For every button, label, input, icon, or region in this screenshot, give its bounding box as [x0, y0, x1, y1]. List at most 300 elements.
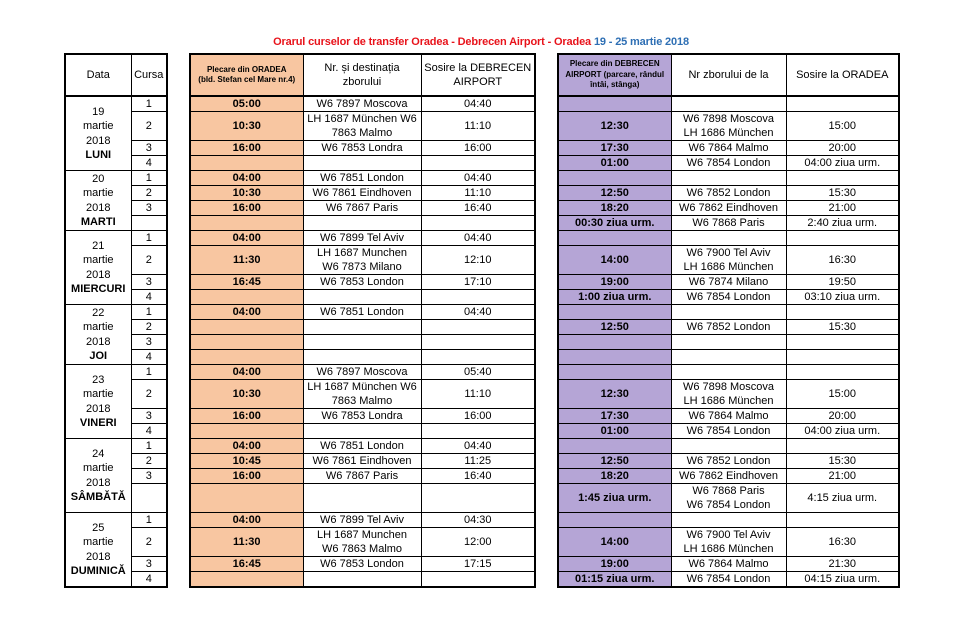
trip-number-cell: 2: [131, 454, 167, 469]
flight-destination-cell: [303, 305, 421, 320]
weekday: VINERI: [79, 416, 117, 429]
departure-debrecen-cell: [558, 439, 671, 454]
flight-line: LH 1686 München: [683, 261, 774, 273]
departure-oradea-cell: 04:00: [190, 305, 303, 320]
trip-number-cell: 3: [131, 409, 167, 424]
arrival-oradea-cell: 03:10 ziua urm.: [786, 290, 899, 305]
arrival-oradea-cell: 21:00: [786, 201, 899, 216]
flight-line: W6 7853 Londra: [321, 410, 403, 422]
departure-debrecen-cell: 01:00: [558, 424, 671, 439]
month-name: martie: [82, 462, 114, 475]
schedule-row: [65, 320, 899, 335]
flight-origin-cell: [671, 112, 786, 141]
flight-line: LH 1687 München W6: [307, 113, 417, 125]
arrival-debrecen-cell: 16:40: [421, 469, 535, 484]
day-number: 24: [92, 447, 105, 460]
flight-line: W6 7868 Paris: [692, 217, 765, 229]
departure-oradea-cell: 04:00: [190, 365, 303, 380]
arrival-oradea-cell: 15:30: [786, 186, 899, 201]
flight-line: W6 7852 London: [686, 187, 771, 199]
trip-number-cell: 2: [131, 112, 167, 141]
flight-destination-cell: [303, 96, 421, 112]
flight-line: W6 7863 Malmo: [321, 543, 403, 555]
flight-origin-cell: [671, 469, 786, 484]
departure-debrecen-cell: [558, 350, 671, 365]
flight-line: W6 7854 London: [686, 157, 771, 169]
flight-line: W6 7897 Moscova: [316, 98, 408, 110]
flight-origin-cell: [671, 290, 786, 305]
flight-origin-cell: [671, 572, 786, 588]
table-gap: [535, 54, 558, 587]
schedule-row: [65, 572, 899, 588]
schedule-row: [65, 246, 899, 275]
flight-line: W6 7864 Malmo: [688, 410, 769, 422]
arrival-oradea-cell: 04:15 ziua urm.: [786, 572, 899, 588]
arrival-debrecen-cell: [421, 424, 535, 439]
flight-origin-cell: [671, 186, 786, 201]
arrival-debrecen-cell: 17:15: [421, 557, 535, 572]
departure-debrecen-cell: [558, 171, 671, 186]
weekday: SÂMBĂTĂ: [70, 490, 126, 503]
day-number: 25: [92, 521, 105, 534]
arrival-oradea-cell: [786, 365, 899, 380]
departure-oradea-cell: [190, 484, 303, 513]
flight-origin-cell: [671, 380, 786, 409]
arrival-debrecen-cell: [421, 335, 535, 350]
schedule-row: [65, 275, 899, 290]
flight-origin-cell: [671, 171, 786, 186]
flight-line: W6 7864 Malmo: [688, 558, 769, 570]
flight-line: W6 7867 Paris: [325, 202, 399, 214]
schedule-row: [65, 305, 899, 320]
arrival-debrecen-cell: 12:10: [421, 246, 535, 275]
month-name: martie: [82, 388, 114, 401]
flight-line: W6 7864 Malmo: [688, 142, 769, 154]
arrival-oradea-cell: 16:30: [786, 246, 899, 275]
departure-debrecen-cell: 18:20: [558, 201, 671, 216]
flight-line: 7863 Malmo: [331, 395, 393, 407]
schedule-row: [65, 380, 899, 409]
flight-line: LH 1687 München W6: [307, 381, 417, 393]
flight-line: W6 7853 London: [320, 276, 404, 288]
schedule-row: [65, 231, 899, 246]
departure-debrecen-cell: 1:00 ziua urm.: [558, 290, 671, 305]
trip-number-cell: 2: [131, 246, 167, 275]
arrival-debrecen-cell: [421, 350, 535, 365]
departure-oradea-cell: [190, 424, 303, 439]
schedule-row: [65, 528, 899, 557]
arrival-oradea-cell: 15:00: [786, 112, 899, 141]
trip-number-cell: 1: [131, 305, 167, 320]
header-line: AIRPORT (parcare, rândul: [565, 69, 665, 79]
year: 2018: [86, 268, 111, 281]
year: 2018: [86, 550, 111, 563]
header-line: AIRPORT: [453, 76, 503, 88]
flight-line: W6 7873 Milano: [322, 261, 402, 273]
arrival-debrecen-cell: 12:00: [421, 528, 535, 557]
flight-line: LH 1686 München: [683, 543, 774, 555]
flight-origin-cell: [671, 231, 786, 246]
flight-destination-cell: [303, 246, 421, 275]
arrival-oradea-cell: 15:30: [786, 454, 899, 469]
flight-origin-cell: [671, 424, 786, 439]
arrival-debrecen-cell: 11:10: [421, 112, 535, 141]
header-flight-destination: [303, 54, 421, 96]
arrival-oradea-cell: 15:30: [786, 320, 899, 335]
departure-oradea-cell: 16:45: [190, 557, 303, 572]
flight-line: W6 7851 London: [320, 306, 404, 318]
departure-oradea-cell: 10:45: [190, 454, 303, 469]
departure-debrecen-cell: [558, 335, 671, 350]
flight-destination-cell: [303, 424, 421, 439]
trip-number-cell: 1: [131, 171, 167, 186]
departure-debrecen-cell: 12:30: [558, 112, 671, 141]
flight-line: W6 7898 Moscova: [682, 381, 775, 393]
month-name: martie: [82, 187, 114, 200]
flight-origin-cell: [671, 201, 786, 216]
trip-number-cell: 3: [131, 141, 167, 156]
trip-number-cell: 3: [131, 335, 167, 350]
arrival-oradea-cell: 15:00: [786, 380, 899, 409]
flight-line: W6 7851 London: [320, 172, 404, 184]
flight-line: W6 7898 Moscova: [682, 113, 775, 125]
departure-debrecen-cell: 12:50: [558, 186, 671, 201]
flight-origin-cell: [671, 350, 786, 365]
header-trip: [131, 54, 167, 96]
weekday: JOI: [89, 349, 108, 362]
flight-line: LH 1686 München: [683, 395, 774, 407]
trip-number-cell: 2: [131, 320, 167, 335]
flight-line: W6 7861 Eindhoven: [312, 455, 412, 467]
schedule-row: [65, 156, 899, 171]
trip-number-cell: 1: [131, 365, 167, 380]
departure-debrecen-cell: 12:30: [558, 380, 671, 409]
flight-line: W6 7854 London: [686, 573, 771, 585]
arrival-debrecen-cell: 04:40: [421, 439, 535, 454]
year: 2018: [86, 335, 111, 348]
schedule-row: [65, 335, 899, 350]
departure-oradea-cell: [190, 216, 303, 231]
flight-line: LH 1687 Munchen: [317, 529, 407, 541]
flight-line: W6 7899 Tel Aviv: [320, 514, 404, 526]
trip-number-cell: 4: [131, 156, 167, 171]
trip-number-cell: 1: [131, 96, 167, 112]
schedule-row: [65, 513, 899, 528]
departure-oradea-cell: 16:00: [190, 201, 303, 216]
departure-debrecen-cell: 19:00: [558, 275, 671, 290]
departure-debrecen-cell: [558, 305, 671, 320]
departure-oradea-cell: 16:00: [190, 469, 303, 484]
year: 2018: [86, 402, 111, 415]
arrival-oradea-cell: 04:00 ziua urm.: [786, 424, 899, 439]
schedule-row: [65, 171, 899, 186]
flight-origin-cell: [671, 365, 786, 380]
flight-line: W6 7867 Paris: [325, 470, 399, 482]
month-name: martie: [82, 536, 114, 549]
header-arrival-debrecen: [421, 54, 535, 96]
schedule-row: [65, 186, 899, 201]
flight-origin-cell: [671, 528, 786, 557]
flight-line: W6 7900 Tel Aviv: [686, 247, 771, 259]
arrival-oradea-cell: 16:30: [786, 528, 899, 557]
departure-oradea-cell: [190, 572, 303, 588]
arrival-oradea-cell: [786, 439, 899, 454]
arrival-oradea-cell: [786, 231, 899, 246]
schedule-row: [65, 290, 899, 305]
flight-line: W6 7897 Moscova: [316, 366, 408, 378]
flight-destination-cell: [303, 231, 421, 246]
trip-number-cell: 3: [131, 201, 167, 216]
departure-oradea-cell: [190, 350, 303, 365]
flight-destination-cell: [303, 409, 421, 424]
weekday: DUMINICĂ: [70, 564, 126, 577]
date-cell: [65, 365, 131, 439]
flight-destination-cell: [303, 454, 421, 469]
flight-line: W6 7900 Tel Aviv: [686, 529, 771, 541]
flight-origin-cell: [671, 557, 786, 572]
flight-line: W6 7854 London: [686, 291, 771, 303]
departure-debrecen-cell: [558, 513, 671, 528]
flight-origin-cell: [671, 484, 786, 513]
month-name: martie: [82, 321, 114, 334]
arrival-debrecen-cell: 04:40: [421, 305, 535, 320]
flight-line: W6 7852 London: [686, 455, 771, 467]
trip-number-cell: 3: [131, 557, 167, 572]
flight-line: W6 7899 Tel Aviv: [320, 232, 404, 244]
arrival-debrecen-cell: 11:10: [421, 380, 535, 409]
title-dates: 19 - 25 martie 2018: [593, 36, 689, 48]
flight-line: W6 7853 Londra: [321, 142, 403, 154]
departure-debrecen-cell: 12:50: [558, 454, 671, 469]
day-number: 19: [92, 105, 105, 118]
flight-destination-cell: [303, 216, 421, 231]
arrival-oradea-cell: 2:40 ziua urm.: [786, 216, 899, 231]
arrival-debrecen-cell: [421, 484, 535, 513]
table-gap: [167, 54, 190, 587]
flight-line: W6 7854 London: [686, 425, 771, 437]
departure-oradea-cell: 11:30: [190, 528, 303, 557]
arrival-debrecen-cell: 11:25: [421, 454, 535, 469]
flight-line: W6 7853 London: [320, 558, 404, 570]
header-departure-oradea: [190, 54, 303, 96]
flight-destination-cell: [303, 484, 421, 513]
schedule-row: [65, 469, 899, 484]
header-arrival-oradea: [786, 54, 899, 96]
date-cell: [65, 171, 131, 231]
departure-oradea-cell: [190, 156, 303, 171]
schedule-row: [65, 424, 899, 439]
flight-destination-cell: [303, 186, 421, 201]
arrival-debrecen-cell: 04:40: [421, 231, 535, 246]
arrival-oradea-cell: 19:50: [786, 275, 899, 290]
arrival-debrecen-cell: [421, 156, 535, 171]
flight-line: W6 7862 Eindhoven: [678, 202, 779, 214]
flight-destination-cell: [303, 275, 421, 290]
schedule-row: [65, 409, 899, 424]
day-number: 22: [92, 306, 105, 319]
trip-number-cell: 2: [131, 186, 167, 201]
flight-line: W6 7862 Eindhoven: [678, 470, 779, 482]
arrival-oradea-cell: 21:30: [786, 557, 899, 572]
schedule-row: [65, 484, 899, 513]
flight-destination-cell: [303, 469, 421, 484]
trip-number-cell: 1: [131, 439, 167, 454]
arrival-oradea-cell: [786, 171, 899, 186]
year: 2018: [86, 476, 111, 489]
arrival-oradea-cell: [786, 96, 899, 112]
arrival-oradea-cell: [786, 305, 899, 320]
schedule-row: [65, 365, 899, 380]
trip-number-cell: 3: [131, 275, 167, 290]
flight-destination-cell: [303, 201, 421, 216]
arrival-debrecen-cell: [421, 572, 535, 588]
departure-oradea-cell: 04:00: [190, 513, 303, 528]
flight-destination-cell: [303, 513, 421, 528]
arrival-debrecen-cell: [421, 290, 535, 305]
flight-origin-cell: [671, 305, 786, 320]
departure-debrecen-cell: [558, 365, 671, 380]
flight-destination-cell: [303, 335, 421, 350]
header-flight-origin: [671, 54, 786, 96]
flight-line: W6 7852 London: [686, 321, 771, 333]
departure-debrecen-cell: 01:15 ziua urm.: [558, 572, 671, 588]
departure-oradea-cell: 16:00: [190, 409, 303, 424]
header-line: (bld. Stefan cel Mare nr.4): [198, 75, 296, 84]
departure-debrecen-cell: 19:00: [558, 557, 671, 572]
arrival-debrecen-cell: 11:10: [421, 186, 535, 201]
flight-line: W6 7854 London: [686, 499, 771, 511]
schedule-row: [65, 96, 899, 112]
arrival-debrecen-cell: 04:40: [421, 96, 535, 112]
departure-debrecen-cell: 18:20: [558, 469, 671, 484]
trip-number-cell: 4: [131, 572, 167, 588]
departure-oradea-cell: 04:00: [190, 439, 303, 454]
arrival-oradea-cell: 4:15 ziua urm.: [786, 484, 899, 513]
departure-debrecen-cell: 1:45 ziua urm.: [558, 484, 671, 513]
flight-line: LH 1687 Munchen: [317, 247, 407, 259]
trip-number-cell: 4: [131, 424, 167, 439]
trip-number-cell: 4: [131, 290, 167, 305]
departure-oradea-cell: 10:30: [190, 186, 303, 201]
departure-debrecen-cell: [558, 231, 671, 246]
departure-oradea-cell: 05:00: [190, 96, 303, 112]
departure-oradea-cell: 04:00: [190, 171, 303, 186]
header-departure-debrecen: [558, 54, 671, 96]
arrival-debrecen-cell: 16:00: [421, 409, 535, 424]
departure-oradea-cell: 10:30: [190, 112, 303, 141]
month-name: martie: [82, 120, 114, 133]
arrival-debrecen-cell: 17:10: [421, 275, 535, 290]
day-number: 23: [92, 373, 105, 386]
arrival-oradea-cell: 20:00: [786, 141, 899, 156]
flight-line: LH 1686 München: [683, 127, 774, 139]
departure-oradea-cell: [190, 335, 303, 350]
schedule-row: [65, 350, 899, 365]
month-name: martie: [82, 254, 114, 267]
flight-destination-cell: [303, 141, 421, 156]
flight-origin-cell: [671, 335, 786, 350]
arrival-oradea-cell: [786, 350, 899, 365]
arrival-debrecen-cell: 16:00: [421, 141, 535, 156]
trip-number-cell: [131, 216, 167, 231]
trip-number-cell: 2: [131, 528, 167, 557]
flight-line: 7863 Malmo: [331, 127, 393, 139]
flight-destination-cell: [303, 320, 421, 335]
flight-origin-cell: [671, 156, 786, 171]
departure-oradea-cell: 10:30: [190, 380, 303, 409]
flight-line: W6 7868 Paris: [692, 485, 765, 497]
departure-debrecen-cell: 00:30 ziua urm.: [558, 216, 671, 231]
arrival-oradea-cell: 20:00: [786, 409, 899, 424]
header-line: întâi, stânga): [590, 80, 640, 90]
departure-debrecen-cell: 17:30: [558, 409, 671, 424]
flight-destination-cell: [303, 365, 421, 380]
flight-origin-cell: [671, 141, 786, 156]
trip-number-cell: 1: [131, 513, 167, 528]
trip-number-cell: 4: [131, 350, 167, 365]
trip-number-cell: 2: [131, 380, 167, 409]
departure-debrecen-cell: 17:30: [558, 141, 671, 156]
arrival-debrecen-cell: 16:40: [421, 201, 535, 216]
header-line: Cursa: [134, 69, 164, 81]
flight-origin-cell: [671, 320, 786, 335]
date-cell: [65, 231, 131, 305]
departure-oradea-cell: 11:30: [190, 246, 303, 275]
trip-number-cell: 1: [131, 231, 167, 246]
flight-line: W6 7851 London: [320, 440, 404, 452]
arrival-debrecen-cell: 04:40: [421, 171, 535, 186]
arrival-oradea-cell: 21:00: [786, 469, 899, 484]
flight-destination-cell: [303, 572, 421, 588]
departure-oradea-cell: [190, 320, 303, 335]
flight-destination-cell: [303, 439, 421, 454]
arrival-oradea-cell: [786, 513, 899, 528]
departure-oradea-cell: 04:00: [190, 231, 303, 246]
flight-destination-cell: [303, 350, 421, 365]
flight-destination-cell: [303, 528, 421, 557]
title-main: Orarul curselor de transfer Oradea - Debrecen Airport - Oradea: [273, 36, 592, 48]
departure-debrecen-cell: 14:00: [558, 528, 671, 557]
flight-origin-cell: [671, 513, 786, 528]
schedule-row: [65, 141, 899, 156]
departure-debrecen-cell: 01:00: [558, 156, 671, 171]
weekday: MARTI: [80, 215, 116, 228]
weekday: LUNI: [85, 148, 112, 161]
arrival-oradea-cell: [786, 335, 899, 350]
date-cell: [65, 513, 131, 588]
departure-oradea-cell: 16:00: [190, 141, 303, 156]
flight-destination-cell: [303, 171, 421, 186]
flight-origin-cell: [671, 96, 786, 112]
year: 2018: [86, 201, 111, 214]
header-line: Nr. și destinația: [324, 62, 400, 74]
year: 2018: [86, 134, 111, 147]
arrival-debrecen-cell: 05:40: [421, 365, 535, 380]
flight-line: W6 7874 Milano: [688, 276, 769, 288]
flight-destination-cell: [303, 290, 421, 305]
arrival-oradea-cell: 04:00 ziua urm.: [786, 156, 899, 171]
transfer-schedule-table: [64, 53, 900, 588]
flight-origin-cell: [671, 246, 786, 275]
flight-origin-cell: [671, 216, 786, 231]
header-line: Nr zborului de la: [688, 69, 769, 81]
schedule-row: [65, 112, 899, 141]
schedule-body: [65, 54, 899, 587]
trip-number-cell: 3: [131, 469, 167, 484]
weekday: MIERCURI: [71, 282, 126, 295]
flight-destination-cell: [303, 112, 421, 141]
arrival-debrecen-cell: 04:30: [421, 513, 535, 528]
